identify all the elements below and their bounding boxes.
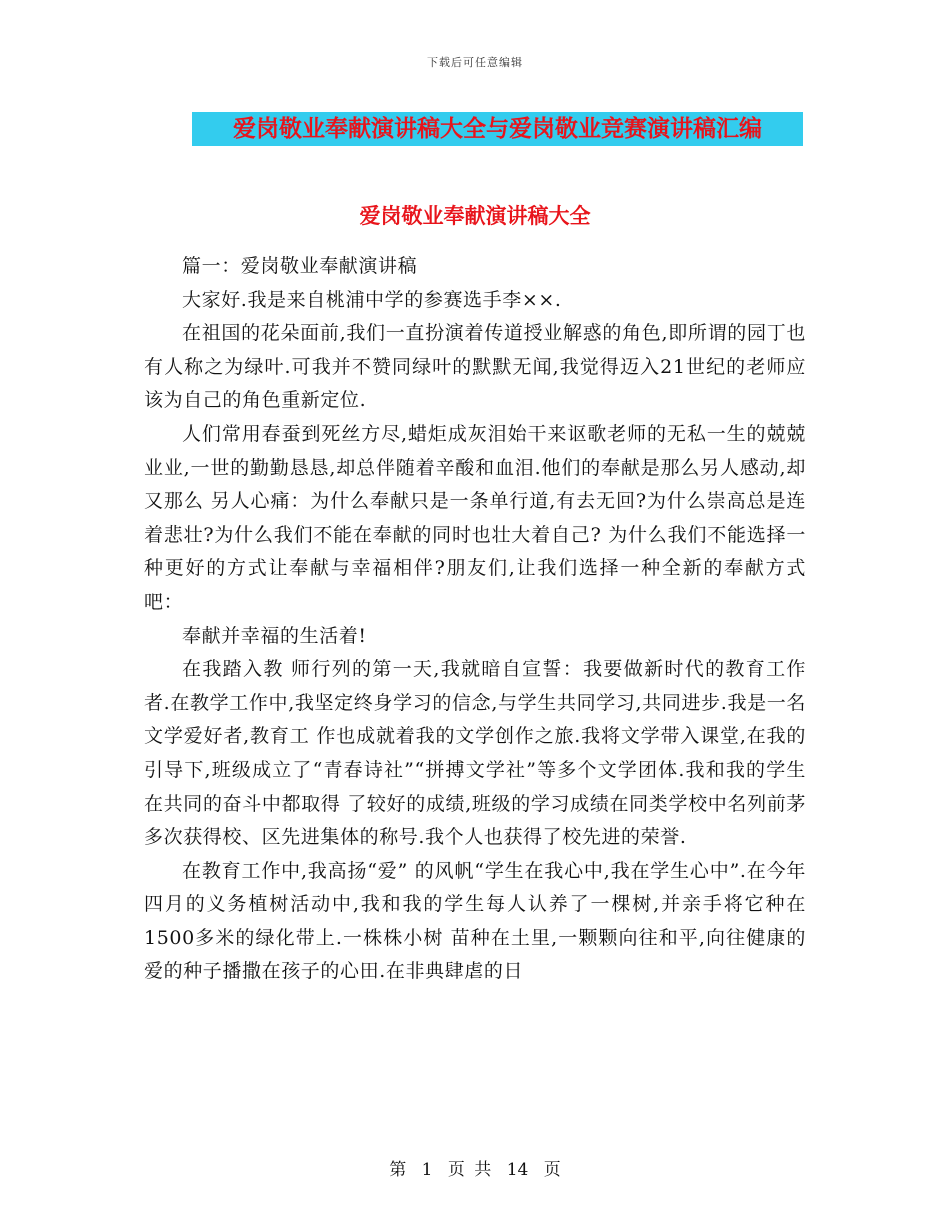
- document-sub-title: 爱岗敬业奉献演讲稿大全: [359, 203, 591, 228]
- body-paragraph: 人们常用春蚕到死丝方尽,蜡炬成灰泪始干来讴歌老师的无私一生的兢兢业业,一世的勤勤恳恳,却总伴随着辛酸和血泪.他们的奉献是那么另人感动,却又那么 另人心痛：为什么奉献只是一条单行道,有去无回?为什么崇高总是连着悲壮?为什么我们不能在奉献的同时也壮大着自己? 为什么我们不能选择一种更好的方式让奉献与幸福相伴?朋友们,让我们选择一种全新的奉献方式吧：: [144, 422, 806, 613]
- body-paragraph: 奉献并幸福的生活着!: [182, 624, 367, 647]
- page-footer: [0, 1155, 950, 1180]
- footer-page-prefix: 第: [389, 1160, 407, 1180]
- document-main-title: 爱岗敬业奉献演讲稿大全与爱岗敬业竞赛演讲稿汇编: [192, 112, 803, 146]
- body-paragraph: 大家好.我是来自桃浦中学的参赛选手李××.: [182, 288, 562, 311]
- footer-total-pages: 14: [506, 1160, 529, 1180]
- body-paragraph: 篇一：爱岗敬业奉献演讲稿: [182, 255, 418, 277]
- body-paragraph: 在祖国的花朵面前,我们一直扮演着传道授业解惑的角色,即所谓的园丁也有人称之为绿叶.可我并不赞同绿叶的默默无闻,我觉得迈入21世纪的老师应该为自己的角色重新定位.: [144, 322, 806, 412]
- footer-page-middle: 页 共: [447, 1160, 492, 1180]
- footer-page-number: 1: [421, 1160, 433, 1180]
- body-paragraph: 在我踏入教 师行列的第一天,我就暗自宣誓：我要做新时代的教育工作者.在教学工作中,我坚定终身学习的信念,与学生共同学习,共同进步.我是一名文学爱好者,教育工 作也成就着我的文学创作之旅.我将文学带入课堂,在我的引导下,班级成立了“青春诗社”“拼搏文学社”等多个文学团体.我和我的学生在共同的奋斗中都取得 了较好的成绩,班级的学习成绩在同类学校中名列前茅多次获得校、区先进集体的称号.我个人也获得了校先进的荣誉.: [144, 658, 806, 849]
- page-header-note: 下载后可任意编辑: [427, 56, 523, 69]
- footer-page-suffix: 页: [543, 1160, 561, 1180]
- body-paragraph: 在教育工作中,我高扬“爱” 的风帆“学生在我心中,我在学生心中”.在今年四月的义务植树活动中,我和我的学生每人认养了一棵树,并亲手将它种在1500多米的绿化带上.一株株小树 苗种在土里,一颗颗向往和平,向往健康的爱的种子播撒在孩子的心田.在非典肆虐的日: [144, 859, 806, 983]
- document-body: [144, 250, 806, 989]
